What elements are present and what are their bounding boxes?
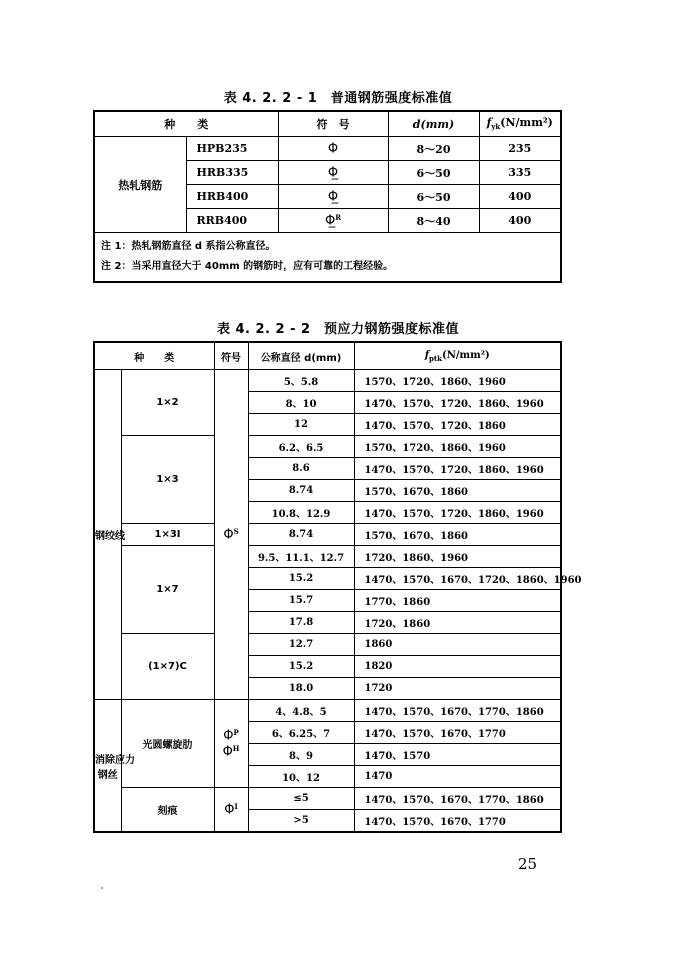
nominal-diameter-cell: 8.6 bbox=[248, 458, 354, 480]
nominal-diameter-cell: 6、6.25、7 bbox=[248, 722, 354, 744]
strength-values-cell: 1470、1570、1670、1770、1860 bbox=[354, 788, 561, 810]
strength-value-cell: 335 bbox=[479, 161, 561, 185]
type-cell: 光圆螺旋肋 bbox=[121, 700, 214, 788]
strength-values-cell: 1470、1570 bbox=[354, 744, 561, 766]
note-2: 注 2：当采用直径大于 40mm 的钢筋时，应有可靠的工程经验。 bbox=[101, 261, 394, 272]
rebar-symbol-superscript: I bbox=[234, 801, 238, 811]
table-row bbox=[94, 137, 561, 161]
nominal-diameter-cell: 9.5、11.1、12.7 bbox=[248, 546, 354, 568]
nominal-diameter-cell: 15.2 bbox=[248, 568, 354, 590]
rebar-symbol-superscript: S bbox=[233, 526, 239, 536]
category-label-line: 钢丝 bbox=[97, 769, 118, 781]
strength-values-cell: 1470、1570、1670、1770 bbox=[354, 810, 561, 833]
strength-value-cell: 400 bbox=[479, 185, 561, 209]
header-d: d(mm) bbox=[388, 111, 479, 137]
table-row bbox=[94, 546, 561, 568]
type-cell: 1×3I bbox=[121, 524, 214, 546]
symbol-line bbox=[215, 744, 248, 759]
category-stress-relieved-wire bbox=[94, 700, 135, 833]
category-label-line: 消除应力 bbox=[95, 754, 135, 766]
strength-values-cell: 1470、1570、1720、1860 bbox=[354, 414, 561, 436]
strength-values-cell: 1470、1570、1720、1860、1960 bbox=[354, 502, 561, 524]
symbol-cell bbox=[278, 137, 388, 161]
strength-values-cell: 1720、1860、1960 bbox=[354, 546, 561, 568]
nominal-diameter-cell: ≤5 bbox=[248, 788, 354, 810]
nominal-diameter-cell: 8、9 bbox=[248, 744, 354, 766]
rebar-symbol: Φ bbox=[327, 141, 339, 157]
grade-cell: HPB235 bbox=[186, 137, 278, 161]
diameter-range-cell: 6～50 bbox=[388, 185, 479, 209]
header-fptk: $f_{ptk}(N/mm^2)$ bbox=[354, 342, 561, 370]
nominal-diameter-cell: 8.74 bbox=[248, 524, 354, 546]
table-header-row bbox=[94, 342, 561, 370]
prestressing-steel-strength-table bbox=[93, 341, 582, 833]
strength-values-cell: 1470、1570、1720、1860、1960 bbox=[354, 458, 561, 480]
strength-value-cell: 235 bbox=[479, 137, 561, 161]
rebar-symbol-superscript: P bbox=[233, 728, 239, 738]
strength-values-cell: 1470、1570、1670、1770 bbox=[354, 722, 561, 744]
rebar-symbol: Φ bbox=[223, 527, 234, 543]
strength-values-cell: 1470 bbox=[354, 766, 561, 788]
scan-speck bbox=[101, 887, 103, 889]
table-header-row bbox=[94, 111, 561, 137]
strength-value-cell: 400 bbox=[479, 209, 561, 233]
nominal-diameter-cell: 15.7 bbox=[248, 590, 354, 612]
strength-values-cell: 1570、1670、1860 bbox=[354, 480, 561, 502]
diameter-range-cell: 8～20 bbox=[388, 137, 479, 161]
strength-values-cell: 1470、1570、1720、1860、1960 bbox=[354, 392, 561, 414]
symbol-cell bbox=[278, 209, 388, 233]
symbol-line bbox=[215, 728, 248, 743]
header-symbol: 符号 bbox=[214, 342, 248, 370]
rebar-symbol: Φ̲ bbox=[327, 189, 339, 205]
strength-values-cell: 1570、1670、1860 bbox=[354, 524, 561, 546]
strength-values-cell: 1720 bbox=[354, 678, 561, 700]
nominal-diameter-cell: 10.8、12.9 bbox=[248, 502, 354, 524]
grade-cell: RRB400 bbox=[186, 209, 278, 233]
type-cell: 刻痕 bbox=[121, 788, 214, 833]
strength-values-cell: 1720、1860 bbox=[354, 612, 561, 634]
table-notes bbox=[94, 233, 561, 283]
strength-values-cell: 1570、1720、1860、1960 bbox=[354, 370, 561, 392]
strength-values-cell: 1470、1570、1670、1720、1860、1960 bbox=[354, 568, 561, 590]
symbol-cell bbox=[278, 161, 388, 185]
strength-values-cell: 1820 bbox=[354, 656, 561, 678]
table-row bbox=[94, 524, 561, 546]
nominal-diameter-cell: 10、12 bbox=[248, 766, 354, 788]
rebar-symbol: Φ̲ bbox=[327, 165, 339, 181]
nominal-diameter-cell: 8.74 bbox=[248, 480, 354, 502]
nominal-diameter-cell: 12 bbox=[248, 414, 354, 436]
strength-values-cell: 1470、1570、1670、1770、1860 bbox=[354, 700, 561, 722]
nominal-diameter-cell: 15.2 bbox=[248, 656, 354, 678]
ordinary-rebar-strength-table bbox=[93, 110, 562, 283]
nominal-diameter-cell: 12.7 bbox=[248, 634, 354, 656]
category-strand: 钢绞线 bbox=[94, 370, 121, 700]
nominal-diameter-cell: 8、10 bbox=[248, 392, 354, 414]
group-label-hot-rolled: 热轧钢筋 bbox=[94, 137, 186, 233]
rebar-symbol: Φ bbox=[224, 802, 235, 818]
header-fyk: $f_{yk}(N/mm^2)$ bbox=[479, 111, 561, 137]
header-d: 公称直径 d(mm) bbox=[248, 342, 354, 370]
table-row bbox=[94, 700, 561, 722]
strength-values-cell: 1860 bbox=[354, 634, 561, 656]
nominal-diameter-cell: >5 bbox=[248, 810, 354, 833]
nominal-diameter-cell: 6.2、6.5 bbox=[248, 436, 354, 458]
symbol-line bbox=[215, 802, 248, 817]
diameter-range-cell: 6～50 bbox=[388, 161, 479, 185]
type-cell: 1×7 bbox=[121, 546, 214, 634]
type-cell: 1×2 bbox=[121, 370, 214, 436]
table-row bbox=[94, 634, 561, 656]
diameter-range-cell: 8～40 bbox=[388, 209, 479, 233]
nominal-diameter-cell: 5、5.8 bbox=[248, 370, 354, 392]
table-row bbox=[94, 788, 561, 810]
nominal-diameter-cell: 4、4.8、5 bbox=[248, 700, 354, 722]
page-number: 25 bbox=[518, 855, 538, 873]
rebar-symbol: Φ bbox=[223, 728, 234, 744]
header-kind: 种 类 bbox=[94, 342, 214, 370]
symbol-cell bbox=[214, 700, 248, 788]
type-cell: 1×3 bbox=[121, 436, 214, 524]
rebar-symbol-superscript-2: H bbox=[232, 743, 240, 753]
grade-cell: HRB400 bbox=[186, 185, 278, 209]
type-cell: (1×7)C bbox=[121, 634, 214, 700]
strength-values-cell: 1770、1860 bbox=[354, 590, 561, 612]
symbol-cell bbox=[214, 370, 248, 700]
symbol-cell bbox=[214, 788, 248, 833]
rebar-symbol-2: Φ bbox=[222, 743, 233, 759]
rebar-symbol-superscript: R bbox=[335, 212, 342, 222]
table-row bbox=[94, 436, 561, 458]
strength-values-cell: 1570、1720、1860、1960 bbox=[354, 436, 561, 458]
symbol-cell bbox=[278, 185, 388, 209]
note-1: 注 1：热轧钢筋直径 d 系指公称直径。 bbox=[101, 241, 276, 252]
header-kind: 种 类 bbox=[94, 111, 278, 137]
nominal-diameter-cell: 18.0 bbox=[248, 678, 354, 700]
nominal-diameter-cell: 17.8 bbox=[248, 612, 354, 634]
header-symbol: 符 号 bbox=[278, 111, 388, 137]
grade-cell: HRB335 bbox=[186, 161, 278, 185]
table1-caption: 表 4. 2. 2 - 1 普通钢筋强度标准值 bbox=[223, 91, 453, 106]
table-row bbox=[94, 370, 561, 392]
table2-caption: 表 4. 2. 2 - 2 预应力钢筋强度标准值 bbox=[216, 322, 460, 337]
rebar-symbol: Φ̲ bbox=[324, 213, 336, 229]
